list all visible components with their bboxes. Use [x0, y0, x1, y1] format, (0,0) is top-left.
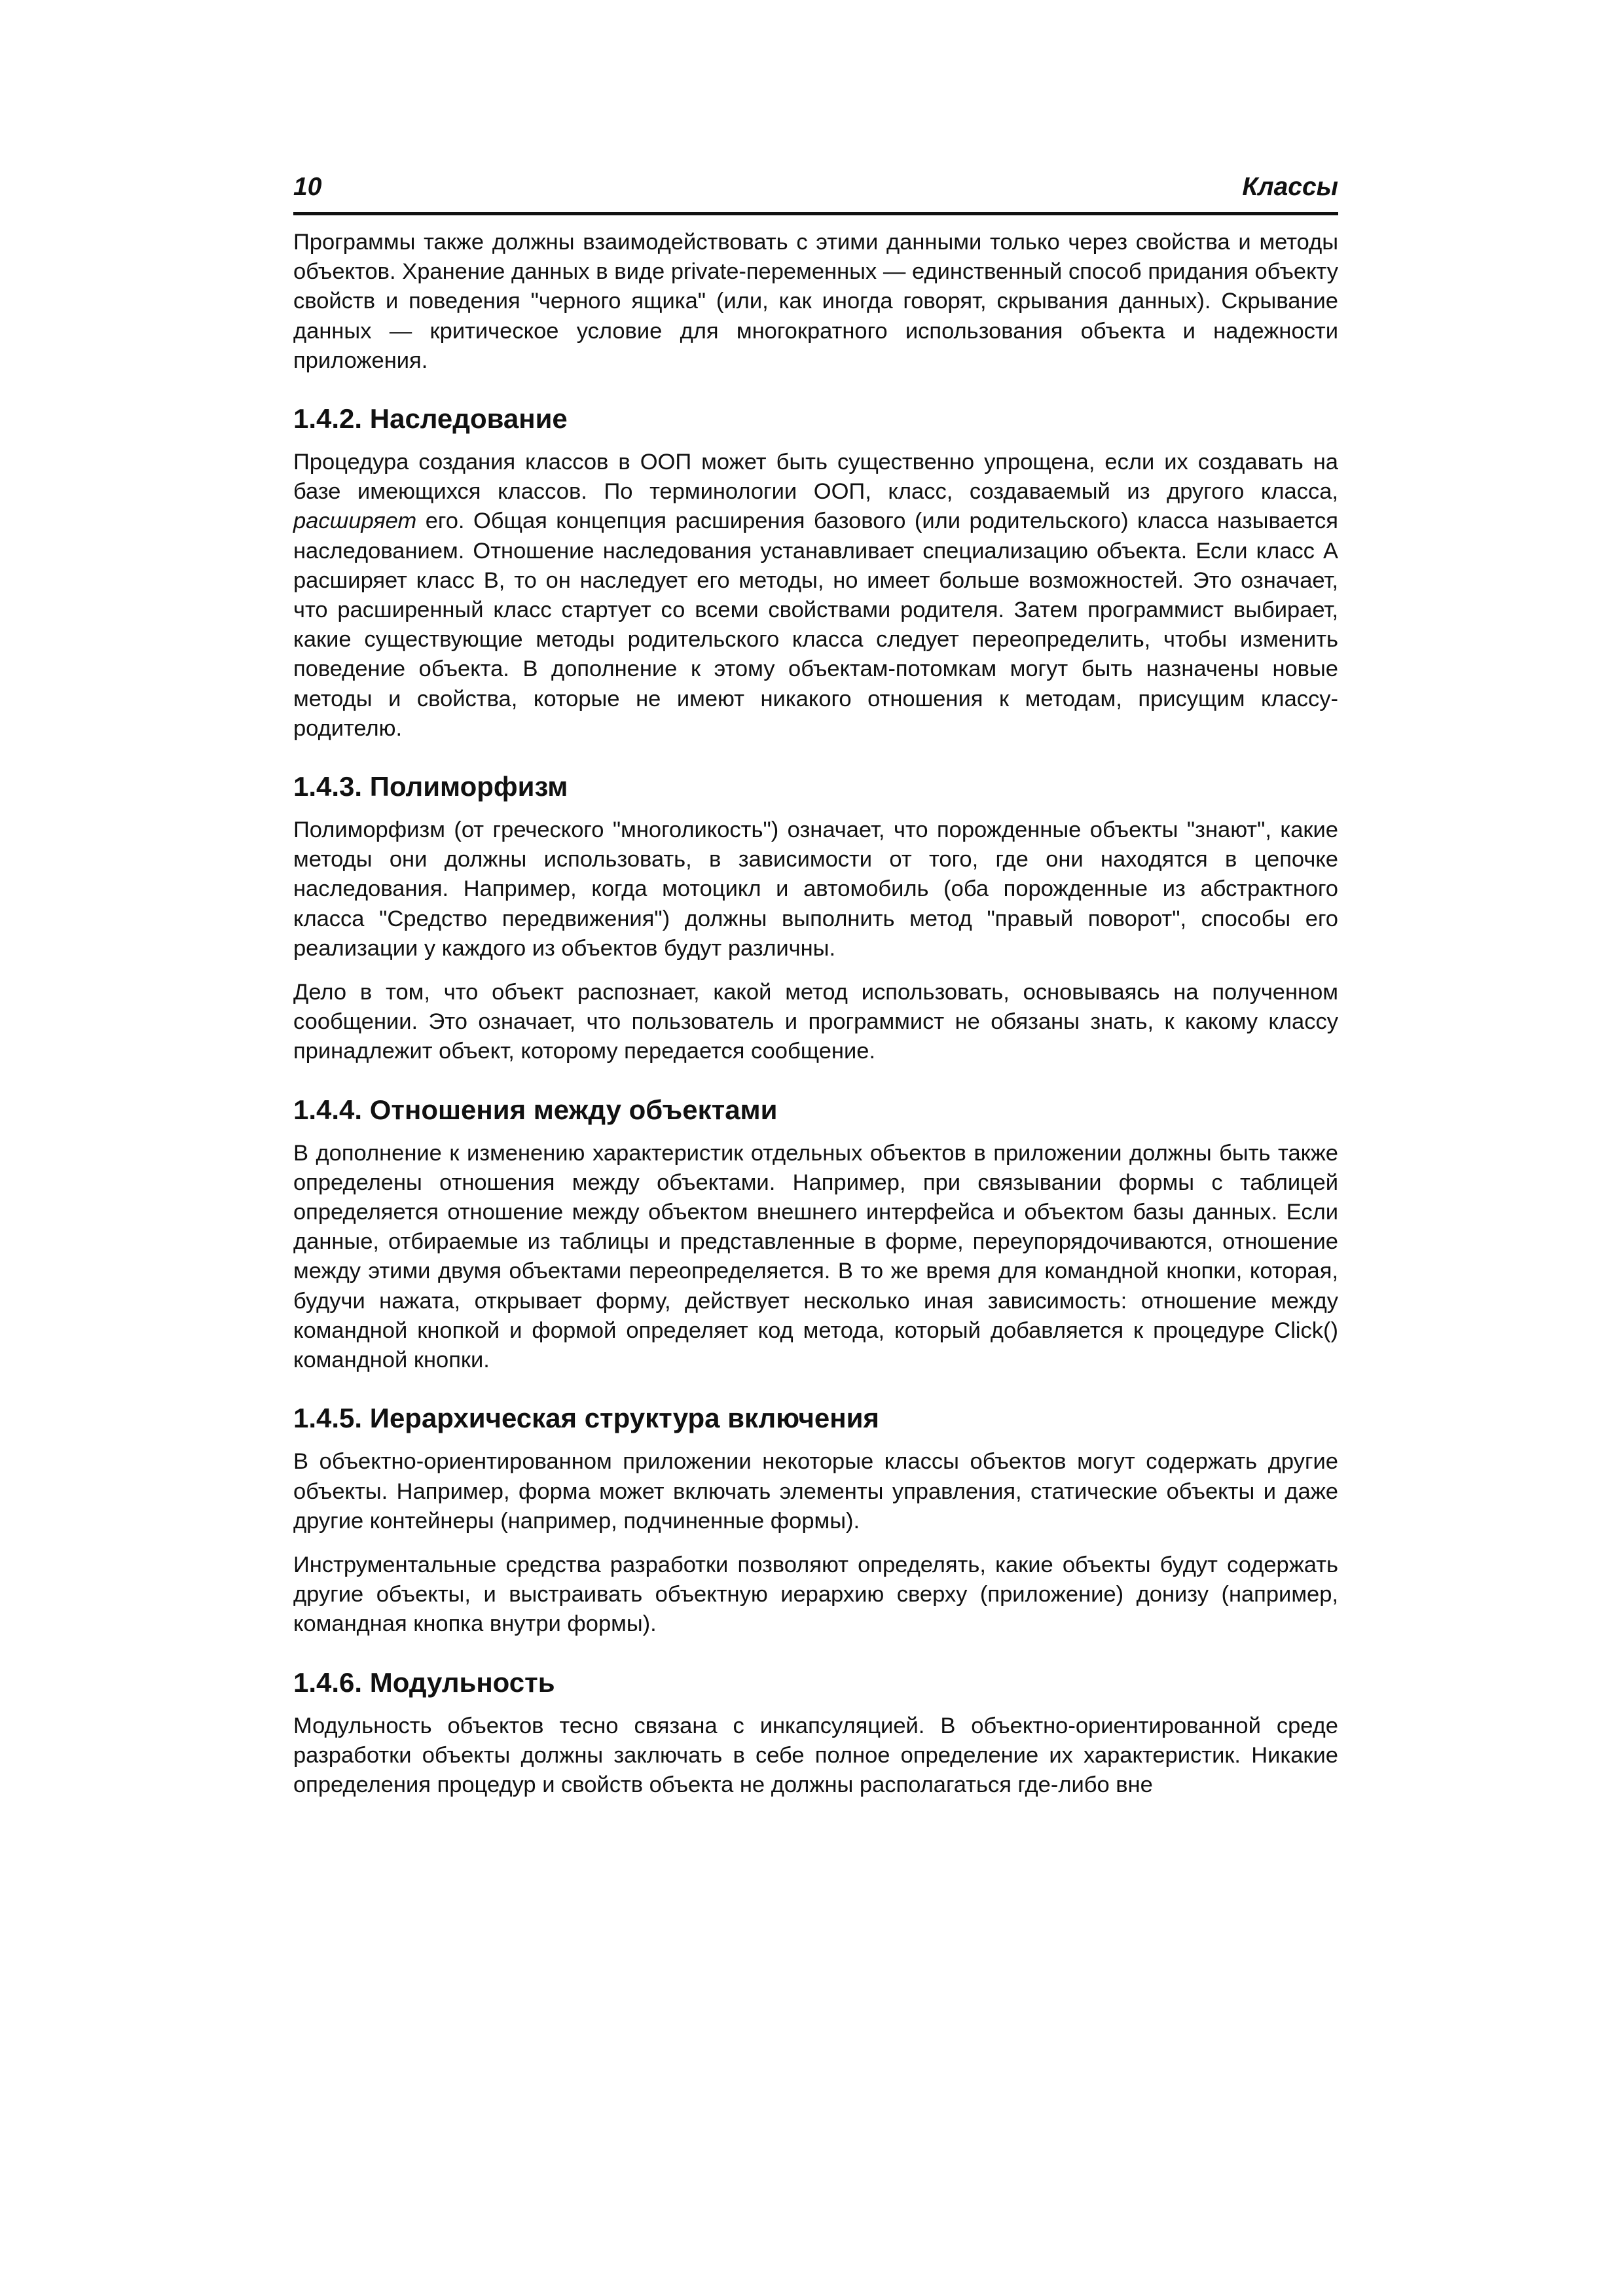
paragraph-text: Процедура создания классов в ООП может быть существенно упрощена, если их создавать на базе имеющихся классов. По терминологии ООП, класс, создаваемый из другого класса,	[293, 450, 1338, 505]
paragraph: Дело в том, что объект распознает, какой метод использовать, основываясь на полученном сообщении. Это означает, что пользователь и программист не обязаны знать, к какому классу принадлежит объект, которому передается сообщение.	[293, 980, 1338, 1064]
section-modularity	[293, 1666, 1338, 1801]
emphasized-term: расширяет	[293, 509, 417, 534]
section-inheritance	[293, 402, 1338, 744]
intro-paragraph: Программы также должны взаимодействовать с этими данными только через свойства и методы объектов. Хранение данных в виде private-переменных — единственный способ придания объекту свойств и поведения "черного ящика" (или, как иногда говорят, скрывания данных). Скрывание данных — критическое условие для многократного использования объекта и надежности приложения.	[293, 230, 1338, 373]
paragraph: В объектно-ориентированном приложении некоторые классы объектов могут содержать другие объекты. Например, форма может включать элементы управления, статические объекты и даже другие контейнеры (например, подчиненные формы).	[293, 1449, 1338, 1534]
section-heading: 1.4.6. Модульность	[293, 1666, 555, 1698]
section-heading: 1.4.2. Наследование	[293, 403, 568, 435]
section-heading: 1.4.4. Отношения между объектами	[293, 1094, 778, 1125]
paragraph: Модульность объектов тесно связана с инкапсуляцией. В объектно-ориентированной среде разработки объекты должны заключать в себе полное определение их характеристик. Никакие определения процедур и свойств объекта не должны располагаться где-либо вне	[293, 1713, 1338, 1797]
paragraph: Инструментальные средства разработки позволяют определять, какие объекты будут содержать другие объекты, и выстраивать объектную иерархию сверху (приложение) донизу (например, командная кнопка внутри формы).	[293, 1552, 1338, 1637]
paragraph	[293, 448, 1338, 744]
paragraph-text: его. Общая концепция расширения базового (или родительского) класса называется наследованием. Отношение наследования устанавливает специализацию объекта. Если класс A расширяет класс B, то он наследует его методы, но имеет больше возможностей. Это означает, что расширенный класс стартует со всеми свойствами родителя. Затем программист выбирает, какие существующие методы родительского класса следует переопределить, чтобы изменить поведение объекта. В дополнение к этому объектам-потомкам могут быть назначены новые методы и свойства, которые не имеют никакого отношения к методам, присущим классу-родителю.	[293, 509, 1338, 741]
page-number: 10	[293, 173, 322, 201]
running-title: Классы	[1242, 173, 1338, 201]
paragraph: Полиморфизм (от греческого "многоликость") означает, что порожденные объекты "знают", какие методы они должны использовать, в зависимости от того, где они находятся в цепочке наследования. Например, когда мотоцикл и автомобиль (оба порожденные из абстрактного класса "Средство передвижения") должны выполнить метод "правый поворот", способы его реализации у каждого из объектов будут различны.	[293, 817, 1338, 961]
page-body	[293, 228, 1338, 1800]
paragraph: В дополнение к изменению характеристик отдельных объектов в приложении должны быть также определены отношения между объектами. Например, при связывании формы с таблицей определяется отношение между объектом внешнего интерфейса и объектом базы данных. Если данные, отбираемые из таблицы и представленные в форме, переупорядочиваются, отношение между этими двумя объектами переопределяется. В то же время для командной кнопки, которая, будучи нажата, открывает форму, действует несколько иная зависимость: отношение между командной кнопкой и формой определяет код метода, который добавляется к процедуре Click() командной кнопки.	[293, 1140, 1338, 1373]
section-containment-hierarchy	[293, 1401, 1338, 1639]
section-polymorphism	[293, 770, 1338, 1067]
section-heading: 1.4.3. Полиморфизм	[293, 771, 568, 802]
section-heading: 1.4.5. Иерархическая структура включения	[293, 1403, 879, 1434]
page-header	[293, 169, 1338, 215]
section-object-relations	[293, 1093, 1338, 1376]
